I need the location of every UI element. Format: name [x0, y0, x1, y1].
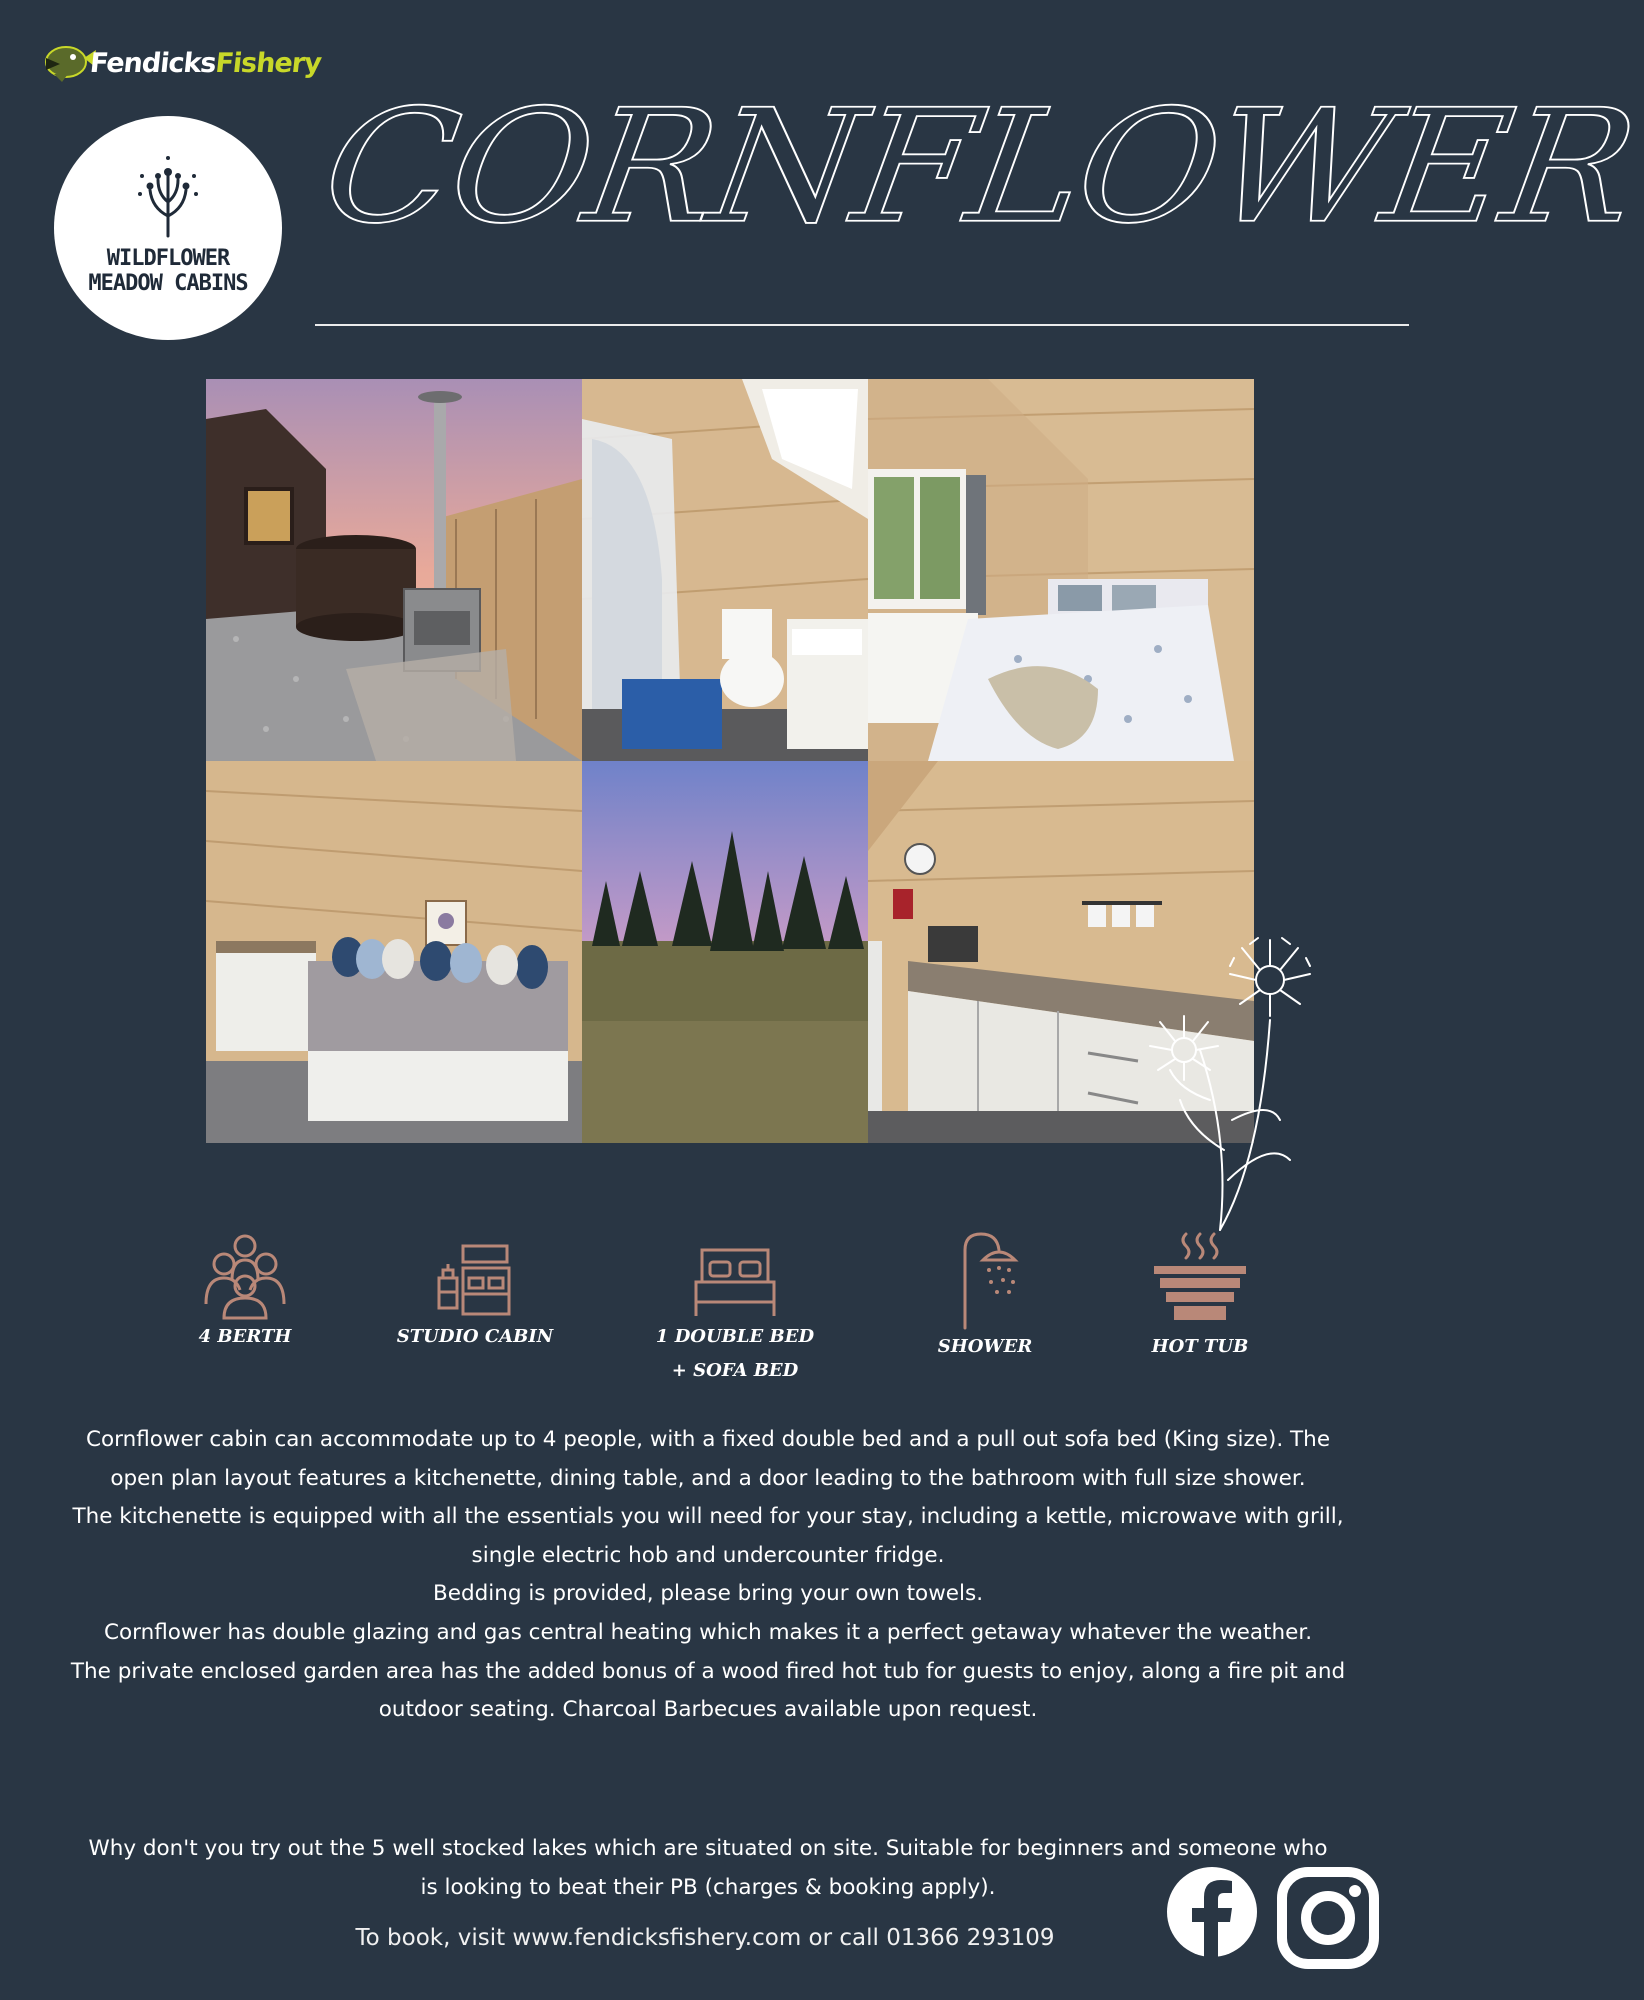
photo-bedroom: [868, 379, 1254, 761]
photo-living-area: [206, 761, 582, 1143]
wildflower-meadow-cabins-badge: [54, 116, 282, 340]
facebook-icon[interactable]: [1166, 1866, 1258, 1958]
amenity-label-berth: 4 BERTH: [198, 1326, 292, 1347]
instagram-icon[interactable]: [1276, 1866, 1380, 1970]
page-title: CORNFLOWER: [312, 76, 1644, 259]
description-paragraph: The kitchenette is equipped with all the essentials you will need for your stay, including a kettle, microwave with grill, single electric hob and undercounter fridge.: [72, 1504, 1344, 1568]
amenity-label-double-bed: 1 DOUBLE BED: [655, 1326, 815, 1347]
amenity-berth: [180, 1230, 310, 1354]
cornflower-illustration-icon: [1120, 900, 1310, 1240]
cabin-description: [58, 1421, 1358, 1730]
photo-bathroom: [582, 379, 868, 761]
description-paragraph: Cornflower has double glazing and gas central heating which makes it a perfect getaway whatever the weather.: [103, 1619, 1313, 1645]
bedroom-nightstand-icon: [435, 1230, 515, 1320]
badge-line-2: MEADOW CABINS: [88, 271, 248, 296]
amenities-row: [150, 1230, 1290, 1410]
logo-text-fendicks: Fendicks: [88, 47, 218, 79]
amenity-label-studio-cabin: STUDIO CABIN: [396, 1326, 554, 1347]
amenity-label-hot-tub: HOT TUB: [1151, 1336, 1249, 1357]
fendicks-fishery-logo[interactable]: [40, 36, 323, 90]
photo-hot-tub: [206, 379, 582, 761]
amenity-label-shower: SHOWER: [937, 1336, 1033, 1357]
booking-info[interactable]: To book, visit www.fendicksfishery.com or call 01366 293109: [355, 1925, 1055, 1951]
amenity-studio-cabin: [390, 1230, 560, 1354]
photo-meadow: [582, 761, 868, 1143]
badge-line-1: WILDFLOWER: [106, 246, 230, 271]
title-divider: [315, 324, 1409, 326]
logo-text-fishery: Fishery: [213, 47, 323, 79]
page-title-container: [312, 76, 1644, 270]
shower-icon: [945, 1230, 1025, 1330]
hot-tub-icon: [1150, 1230, 1250, 1330]
amenity-shower: [930, 1230, 1040, 1364]
description-paragraph: Bedding is provided, please bring your own towels.: [432, 1581, 984, 1607]
description-paragraph: The private enclosed garden area has the added bonus of a wood fired hot tub for guests to enjoy, along a fire pit and outdoor seating. Charcoal Barbecues available upon request.: [70, 1658, 1346, 1723]
double-bed-icon: [690, 1230, 780, 1320]
photo-gallery: [206, 379, 1254, 1143]
lakes-paragraph: Why don't you try out the 5 well stocked lakes which are situated on site. Suitable for beginners and someone who is looking to beat their PB (charges & booking apply).: [88, 1836, 1328, 1900]
amenity-hot-tub: [1135, 1230, 1265, 1364]
wildflower-sprig-icon: [128, 146, 208, 238]
amenity-label-sofa-bed: + SOFA BED: [671, 1360, 799, 1381]
amenity-double-bed: [650, 1230, 820, 1388]
description-paragraph: Cornflower cabin can accommodate up to 4 people, with a fixed double bed and a pull out sofa bed (King size). The open plan layout features a kitchenette, dining table, and a door leading to the bathroom with full size shower.: [85, 1427, 1331, 1491]
people-group-icon: [200, 1230, 290, 1320]
